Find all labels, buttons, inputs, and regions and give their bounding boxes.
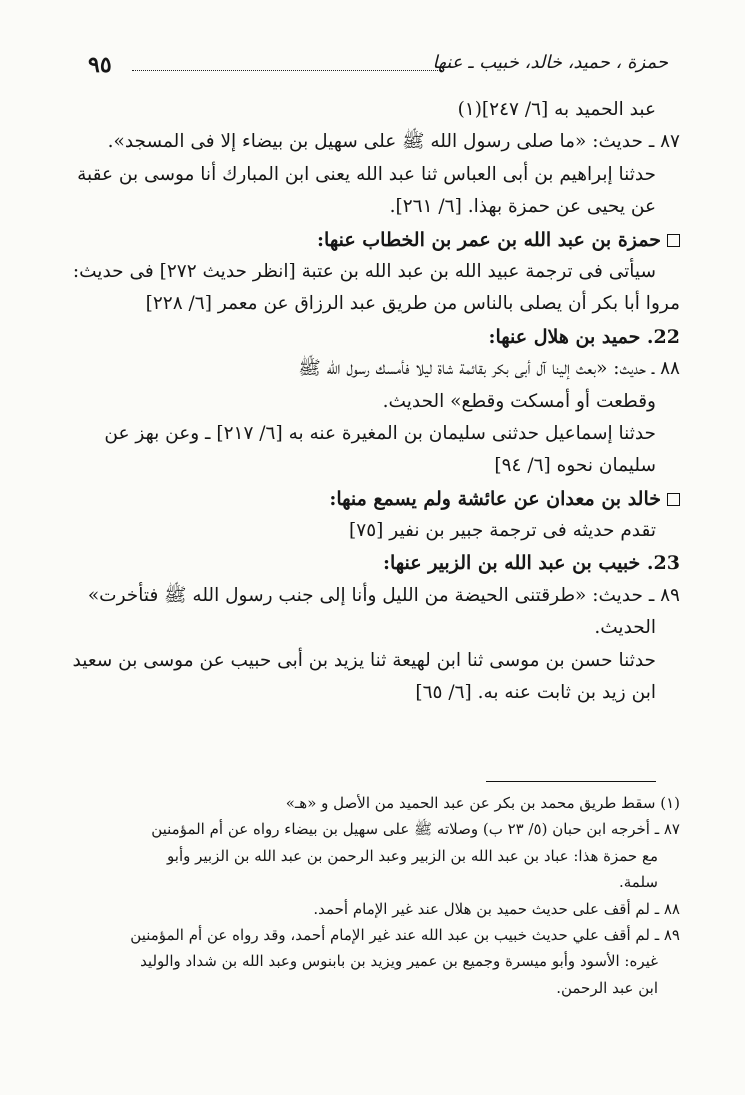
square-marker-icon bbox=[667, 234, 680, 247]
line-text: حدثنا حسن بن موسى ثنا ابن لهيعة ثنا يزيد بن أبى حبيب عن موسى بن سعيد bbox=[72, 649, 656, 671]
text-line bbox=[86, 612, 680, 644]
line-text: حدثنا إسماعيل حدثنى سليمان بن المغيرة عنه به [٦/ ٢١٧] ـ وعن بهز عن bbox=[104, 422, 656, 444]
text-line bbox=[86, 94, 680, 126]
line-text: الحديث. bbox=[594, 617, 656, 639]
text-line bbox=[86, 288, 680, 320]
text-line bbox=[86, 580, 680, 612]
text-line bbox=[86, 677, 680, 709]
line-text: سليمان نحوه [٦/ ٩٤] bbox=[494, 455, 656, 477]
text-line bbox=[86, 191, 680, 223]
text-line bbox=[86, 386, 680, 418]
footnote-separator bbox=[486, 781, 656, 782]
section-heading bbox=[86, 224, 680, 256]
line-text: ٨٧ ـ أخرجه ابن حبان (٥/ ٢٣ ب) وصلاته ﷺ على سهيل بن بيضاء رواه عن أم المؤمنين bbox=[151, 820, 680, 839]
text-line bbox=[86, 515, 680, 547]
footnote-line bbox=[90, 922, 680, 948]
line-text: وقطعت أو أمسكت وقطع» الحديث. bbox=[382, 390, 656, 412]
square-marker-icon bbox=[667, 493, 680, 506]
text-line bbox=[86, 418, 680, 450]
text-line bbox=[72, 256, 680, 288]
text-line bbox=[86, 353, 680, 385]
footnote-line bbox=[90, 975, 680, 1001]
footnote-line bbox=[90, 948, 680, 974]
line-text: (١) سقط طريق محمد بن بكر عن عبد الحميد من الأصل و «هـ» bbox=[285, 794, 680, 812]
line-text: ٨٩ ـ حديث: «طرقتنى الحيضة من الليل وأنا إلى جنب رسول الله ﷺ فتأخرت» bbox=[87, 584, 680, 606]
line-text: عبد الحميد به [٦/ ٢٤٧](١) bbox=[457, 99, 656, 120]
line-text: تقدم حديثه فى ترجمة جبير بن نفير [٧٥] bbox=[349, 520, 656, 542]
line-text: حدثنا إبراهيم بن أبى العباس ثنا عبد الله يعنى ابن المبارك أنا موسى بن عقبة bbox=[77, 163, 656, 185]
footnotes bbox=[90, 790, 680, 1001]
page-number: ٩٥ bbox=[88, 52, 112, 78]
header-dotted-rule bbox=[132, 70, 442, 71]
line-text: سيأتى فى ترجمة عبيد الله بن عبد الله بن عتبة [انظر حديث ٢٧٢] فى حديث: bbox=[72, 260, 656, 282]
footnote-line bbox=[90, 843, 680, 869]
line-text: ابن زيد بن ثابت عنه به. [٦/ ٦٥] bbox=[415, 682, 656, 704]
line-text: حمزة بن عبد الله بن عمر بن الخطاب عنها: bbox=[317, 228, 661, 251]
line-text: ٨٨ ـ حديث: «بعث إلينا آل أبى بكر بقائمة شاة ليلا فأمسك رسول الله ﷺ bbox=[298, 358, 680, 380]
text-line bbox=[86, 126, 680, 158]
line-text: ٨٧ ـ حديث: «ما صلى رسول الله ﷺ على سهيل بن بيضاء إلا فى المسجد». bbox=[107, 131, 680, 153]
main-text bbox=[72, 94, 680, 709]
line-text: 23. خبيب بن عبد الله بن الزبير عنها: bbox=[382, 552, 680, 575]
section-heading bbox=[86, 321, 680, 353]
footnote-line bbox=[90, 816, 680, 842]
footnote-line bbox=[90, 869, 680, 895]
section-heading bbox=[86, 483, 680, 515]
line-text: خالد بن معدان عن عائشة ولم يسمع منها: bbox=[329, 487, 661, 510]
text-line bbox=[77, 159, 680, 191]
section-heading bbox=[86, 547, 680, 579]
line-text: ابن عبد الرحمن. bbox=[556, 978, 658, 997]
line-text: سلمة. bbox=[618, 873, 658, 892]
footnote-line bbox=[90, 896, 680, 922]
page-header bbox=[88, 48, 668, 82]
line-text: ٨٨ ـ لم أقف على حديث حميد بن هلال عند غير الإمام أحمد. bbox=[313, 899, 680, 918]
line-text: مع حمزة هذا: عباد بن عبد الله بن الزبير وعبد الرحمن بن عبد الله بن الزبير وأبو bbox=[167, 846, 658, 865]
line-text: غيره: الأسود وأبو ميسرة وجميع بن عمير ويزيد بن بابنوس وعبد الله بن شداد والوليد bbox=[140, 952, 658, 971]
line-text: 22. حميد بن هلال عنها: bbox=[488, 325, 680, 348]
text-line bbox=[86, 450, 680, 482]
line-text: ٨٩ ـ لم أقف علي حديث خبيب بن عبد الله عند غير الإمام أحمد، وقد رواه عن أم المؤمنين bbox=[130, 925, 680, 944]
line-text: مروا أبا بكر أن يصلى بالناس من طريق عبد الرزاق عن معمر [٦/ ٢٢٨] bbox=[145, 293, 680, 315]
footnote-line bbox=[90, 790, 680, 816]
text-line bbox=[72, 645, 680, 677]
running-title: حمزة ، حميد، خالد، خبيب ـ عنها bbox=[432, 52, 668, 73]
line-text: عن يحيى عن حمزة بهذا. [٦/ ٢٦١]. bbox=[389, 196, 656, 218]
